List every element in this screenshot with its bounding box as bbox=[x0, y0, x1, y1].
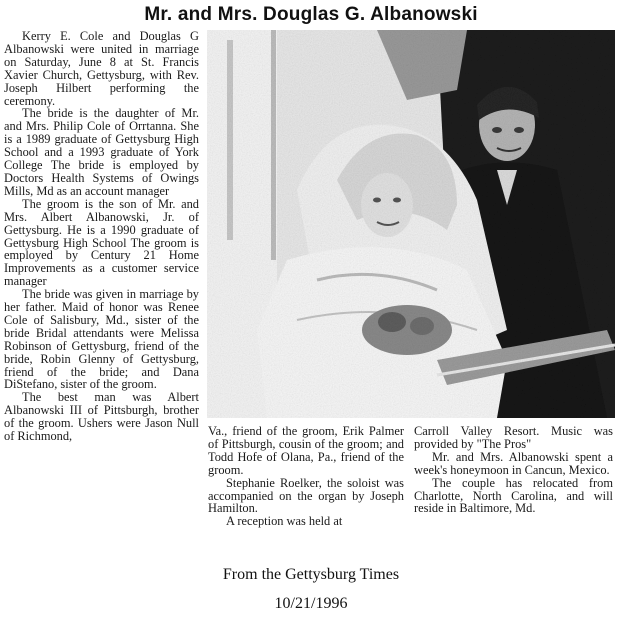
paragraph: The bride is the daughter of Mr. and Mrs. Philip Cole of Orrtanna. She is a 1989 graduate of Gettysburg High School and a 1993 graduate of York College The bride is employed by Doctors Health Systems of Owings Mills, Md as an account manager bbox=[4, 106, 199, 198]
paragraph: Va., friend of the groom, Erik Palmer of Pittsburgh, cousin of the groom; and Todd Hofe of Olana, Pa., friend of the groom. bbox=[208, 424, 404, 477]
wedding-photo-image bbox=[207, 30, 615, 418]
paragraph: The bride was given in marriage by her father. Maid of honor was Renee Cole of Salisbury, Md., sister of the bride Bridal attendants were Melissa Robinson of Gettysburg, friend of the bride, Robin Glenny of Gettysburg, friend of the bride; and Dana DiStefano, sister of the groom. bbox=[4, 287, 199, 392]
paragraph: The groom is the son of Mr. and Mrs. Albert Albanowski, Jr. of Gettysburg. He is a 1990 graduate of Gettysburg High School The groom is employed by Century 21 Home Improvements as a customer service manager bbox=[4, 196, 199, 289]
article-column-2 bbox=[208, 425, 404, 528]
paragraph: A reception was held at bbox=[226, 514, 343, 529]
paragraph: Carroll Valley Resort. Music was provided by "The Pros" bbox=[414, 424, 613, 451]
article-column-1 bbox=[4, 30, 199, 443]
article-headline: Mr. and Mrs. Douglas G. Albanowski bbox=[144, 4, 478, 25]
article-column-3 bbox=[414, 425, 613, 515]
paragraph: Kerry E. Cole and Douglas G Albanowski were united in marriage on Saturday, June 8 at St. Francis Xavier Church, Gettysburg, with Rev. Joseph Hilbert performing the ceremony. bbox=[4, 29, 199, 108]
wedding-photo bbox=[207, 30, 615, 418]
paragraph: Mr. and Mrs. Albanowski spent a week's honeymoon in Cancun, Mexico. bbox=[414, 449, 613, 477]
paragraph: The couple has relocated from Charlotte, North Carolina, and will reside in Baltimore, Md. bbox=[414, 475, 613, 516]
source-credit: From the Gettysburg Times bbox=[222, 566, 400, 583]
paragraph: The best man was Albert Albanowski III of Pittsburgh, brother of the groom. Ushers were Jason Null of Richmond, bbox=[4, 390, 199, 444]
paragraph: Stephanie Roelker, the soloist was accompanied on the organ by Joseph Hamilton. bbox=[208, 475, 404, 516]
publication-date: 10/21/1996 bbox=[274, 595, 348, 612]
